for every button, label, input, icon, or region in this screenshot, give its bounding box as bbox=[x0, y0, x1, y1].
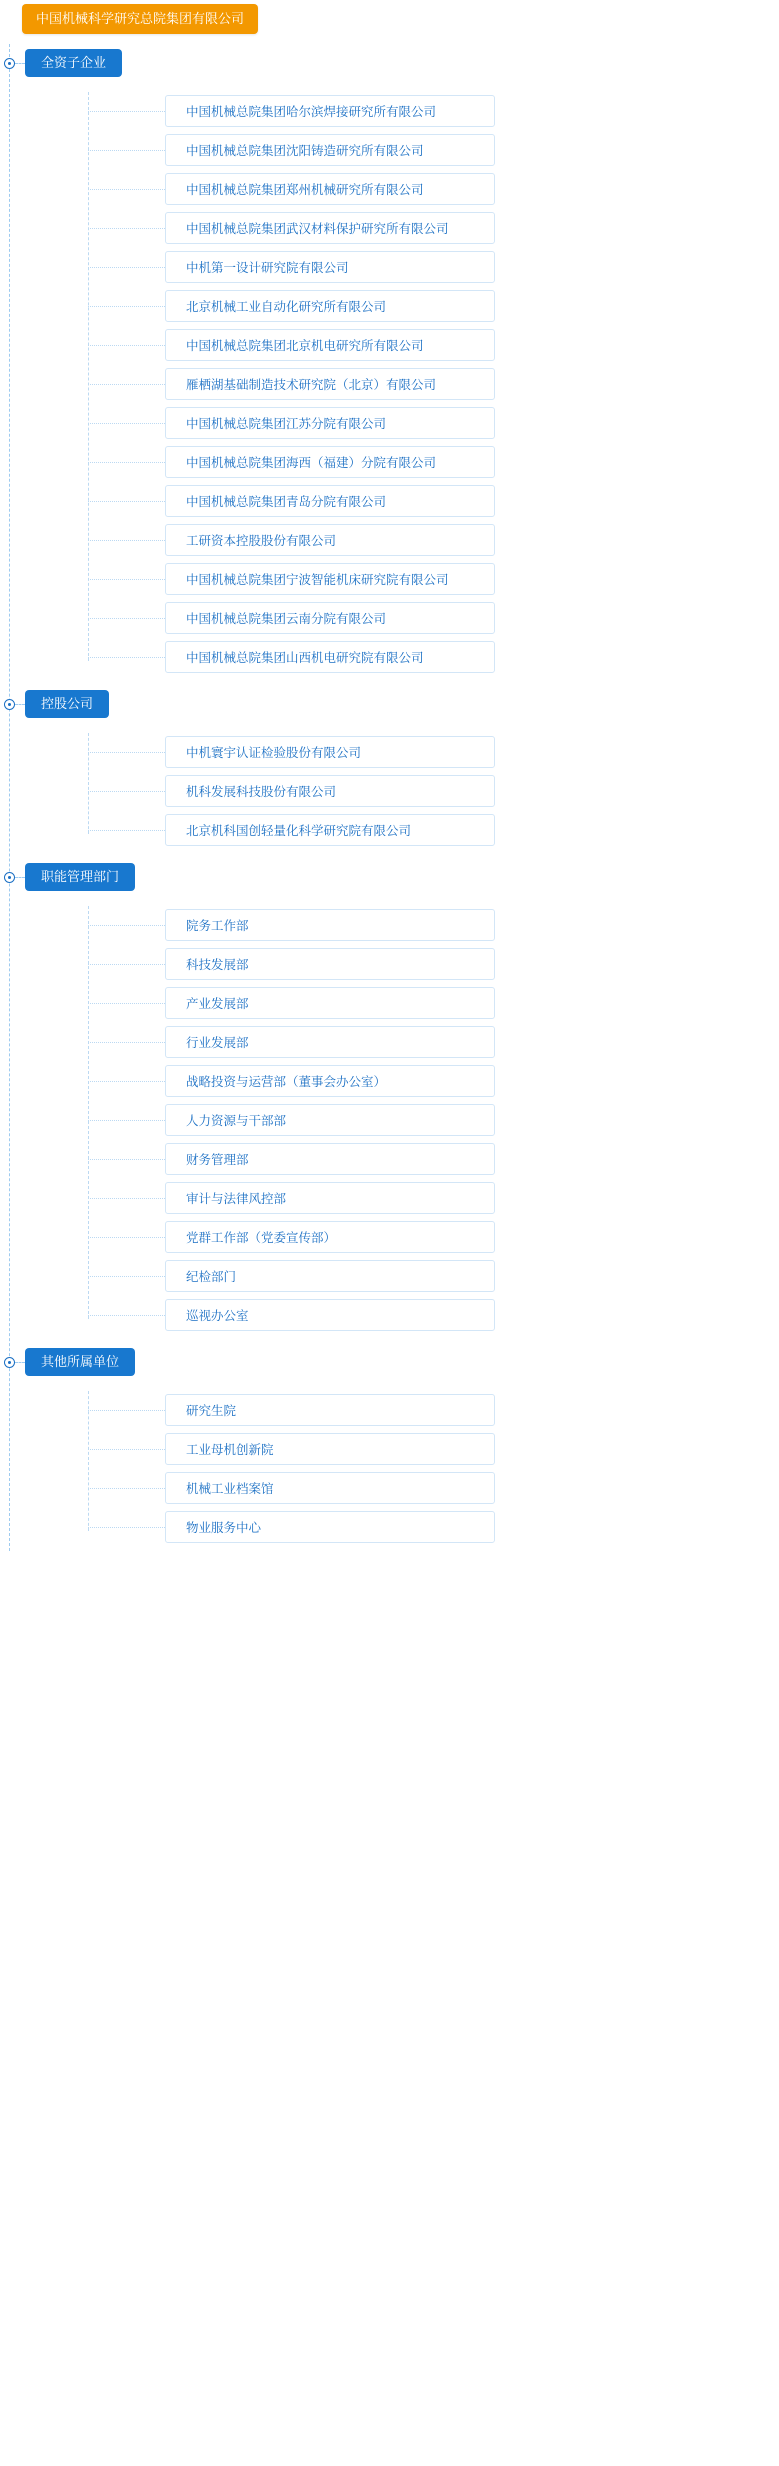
org-node-item[interactable]: 中国机械总院集团山西机电研究院有限公司 bbox=[165, 641, 495, 673]
group-header bbox=[0, 681, 779, 733]
child-connector-line bbox=[88, 1003, 165, 1004]
org-node-row bbox=[0, 326, 779, 365]
child-connector-line bbox=[88, 306, 165, 307]
child-connector-line bbox=[88, 1120, 165, 1121]
org-node-item[interactable]: 机械工业档案馆 bbox=[165, 1472, 495, 1504]
child-connector-line bbox=[88, 1315, 165, 1316]
child-connector-line bbox=[88, 830, 165, 831]
org-node-row bbox=[0, 404, 779, 443]
org-node-row bbox=[0, 638, 779, 677]
org-node-item[interactable]: 巡视办公室 bbox=[165, 1299, 495, 1331]
child-connector-line bbox=[88, 384, 165, 385]
group-children bbox=[0, 92, 779, 681]
org-node-row bbox=[0, 482, 779, 521]
child-connector-line bbox=[88, 267, 165, 268]
child-connector-line bbox=[88, 752, 165, 753]
org-node-row bbox=[0, 945, 779, 984]
org-node-row bbox=[0, 733, 779, 772]
org-node-row bbox=[0, 131, 779, 170]
org-node-item[interactable]: 产业发展部 bbox=[165, 987, 495, 1019]
child-connector-line bbox=[88, 1276, 165, 1277]
group-header bbox=[0, 854, 779, 906]
org-node-row bbox=[0, 1218, 779, 1257]
group-label[interactable]: 职能管理部门 bbox=[25, 863, 135, 891]
org-node-row bbox=[0, 1469, 779, 1508]
node-bullet-icon bbox=[4, 58, 15, 69]
org-node-item[interactable]: 财务管理部 bbox=[165, 1143, 495, 1175]
child-connector-line bbox=[88, 111, 165, 112]
group-label[interactable]: 全资子企业 bbox=[25, 49, 122, 77]
child-connector-line bbox=[88, 657, 165, 658]
org-node-row bbox=[0, 1257, 779, 1296]
node-bullet-icon bbox=[4, 1357, 15, 1368]
org-node-row bbox=[0, 1391, 779, 1430]
group-connector-line bbox=[15, 1362, 25, 1363]
node-bullet-icon bbox=[4, 872, 15, 883]
child-connector-line bbox=[88, 925, 165, 926]
org-node-row bbox=[0, 1062, 779, 1101]
child-connector-line bbox=[88, 1198, 165, 1199]
org-node-item[interactable]: 中国机械总院集团江苏分院有限公司 bbox=[165, 407, 495, 439]
org-node-item[interactable]: 科技发展部 bbox=[165, 948, 495, 980]
group-children bbox=[0, 906, 779, 1339]
org-node-item[interactable]: 研究生院 bbox=[165, 1394, 495, 1426]
child-connector-line bbox=[88, 189, 165, 190]
org-group bbox=[0, 854, 779, 1339]
org-node-item[interactable]: 院务工作部 bbox=[165, 909, 495, 941]
org-node-item[interactable]: 中国机械总院集团海西（福建）分院有限公司 bbox=[165, 446, 495, 478]
org-node-item[interactable]: 中国机械总院集团云南分院有限公司 bbox=[165, 602, 495, 634]
child-connector-line bbox=[88, 1410, 165, 1411]
group-children bbox=[0, 1391, 779, 1551]
root-node[interactable]: 中国机械科学研究总院集团有限公司 bbox=[22, 4, 258, 34]
org-node-item[interactable]: 审计与法律风控部 bbox=[165, 1182, 495, 1214]
org-node-row bbox=[0, 811, 779, 850]
org-node-item[interactable]: 中国机械总院集团宁波智能机床研究院有限公司 bbox=[165, 563, 495, 595]
org-group bbox=[0, 681, 779, 854]
org-node-row bbox=[0, 92, 779, 131]
child-connector-line bbox=[88, 579, 165, 580]
org-node-item[interactable]: 物业服务中心 bbox=[165, 1511, 495, 1543]
org-node-row bbox=[0, 772, 779, 811]
org-node-item[interactable]: 中国机械总院集团青岛分院有限公司 bbox=[165, 485, 495, 517]
group-children bbox=[0, 733, 779, 854]
org-node-row bbox=[0, 560, 779, 599]
child-connector-line bbox=[88, 1237, 165, 1238]
org-node-item[interactable]: 行业发展部 bbox=[165, 1026, 495, 1058]
org-node-row bbox=[0, 599, 779, 638]
org-node-row bbox=[0, 248, 779, 287]
org-node-item[interactable]: 中国机械总院集团沈阳铸造研究所有限公司 bbox=[165, 134, 495, 166]
org-node-row bbox=[0, 209, 779, 248]
org-node-item[interactable]: 人力资源与干部部 bbox=[165, 1104, 495, 1136]
child-connector-line bbox=[88, 501, 165, 502]
org-node-row bbox=[0, 365, 779, 404]
org-node-row bbox=[0, 1508, 779, 1547]
child-connector-line bbox=[88, 1081, 165, 1082]
org-node-row bbox=[0, 521, 779, 560]
org-node-row bbox=[0, 287, 779, 326]
org-node-item[interactable]: 纪检部门 bbox=[165, 1260, 495, 1292]
org-node-item[interactable]: 雁栖湖基础制造技术研究院（北京）有限公司 bbox=[165, 368, 495, 400]
root-row bbox=[0, 0, 779, 40]
group-header bbox=[0, 40, 779, 92]
child-connector-line bbox=[88, 1527, 165, 1528]
org-node-item[interactable]: 北京机械工业自动化研究所有限公司 bbox=[165, 290, 495, 322]
child-connector-line bbox=[88, 1159, 165, 1160]
org-node-item[interactable]: 机科发展科技股份有限公司 bbox=[165, 775, 495, 807]
group-label[interactable]: 控股公司 bbox=[25, 690, 109, 718]
org-node-item[interactable]: 中国机械总院集团武汉材料保护研究所有限公司 bbox=[165, 212, 495, 244]
child-connector-line bbox=[88, 791, 165, 792]
group-connector-line bbox=[15, 63, 25, 64]
org-node-row bbox=[0, 1430, 779, 1469]
child-connector-line bbox=[88, 540, 165, 541]
child-connector-line bbox=[88, 1449, 165, 1450]
child-connector-line bbox=[88, 1488, 165, 1489]
org-node-item[interactable]: 中国机械总院集团哈尔滨焊接研究所有限公司 bbox=[165, 95, 495, 127]
child-connector-line bbox=[88, 228, 165, 229]
org-node-row bbox=[0, 1101, 779, 1140]
group-header bbox=[0, 1339, 779, 1391]
group-connector-line bbox=[15, 877, 25, 878]
group-label[interactable]: 其他所属单位 bbox=[25, 1348, 135, 1376]
org-node-item[interactable]: 工业母机创新院 bbox=[165, 1433, 495, 1465]
groups-container bbox=[0, 40, 779, 1551]
org-node-row bbox=[0, 1296, 779, 1335]
child-connector-line bbox=[88, 618, 165, 619]
org-node-item[interactable]: 北京机科国创轻量化科学研究院有限公司 bbox=[165, 814, 495, 846]
org-node-row bbox=[0, 984, 779, 1023]
node-bullet-icon bbox=[4, 699, 15, 710]
org-node-item[interactable]: 中机寰宇认证检验股份有限公司 bbox=[165, 736, 495, 768]
child-connector-line bbox=[88, 423, 165, 424]
org-node-item[interactable]: 工研资本控股股份有限公司 bbox=[165, 524, 495, 556]
org-node-item[interactable]: 中国机械总院集团北京机电研究所有限公司 bbox=[165, 329, 495, 361]
child-connector-line bbox=[88, 150, 165, 151]
group-connector-line bbox=[15, 704, 25, 705]
org-group bbox=[0, 40, 779, 681]
org-node-row bbox=[0, 906, 779, 945]
org-group bbox=[0, 1339, 779, 1551]
org-node-item[interactable]: 战略投资与运营部（董事会办公室） bbox=[165, 1065, 495, 1097]
child-connector-line bbox=[88, 345, 165, 346]
org-node-item[interactable]: 党群工作部（党委宣传部） bbox=[165, 1221, 495, 1253]
org-node-row bbox=[0, 443, 779, 482]
child-connector-line bbox=[88, 462, 165, 463]
org-node-row bbox=[0, 1023, 779, 1062]
org-node-row bbox=[0, 1179, 779, 1218]
org-node-row bbox=[0, 170, 779, 209]
child-connector-line bbox=[88, 1042, 165, 1043]
org-node-item[interactable]: 中国机械总院集团郑州机械研究所有限公司 bbox=[165, 173, 495, 205]
org-node-row bbox=[0, 1140, 779, 1179]
child-connector-line bbox=[88, 964, 165, 965]
org-node-item[interactable]: 中机第一设计研究院有限公司 bbox=[165, 251, 495, 283]
